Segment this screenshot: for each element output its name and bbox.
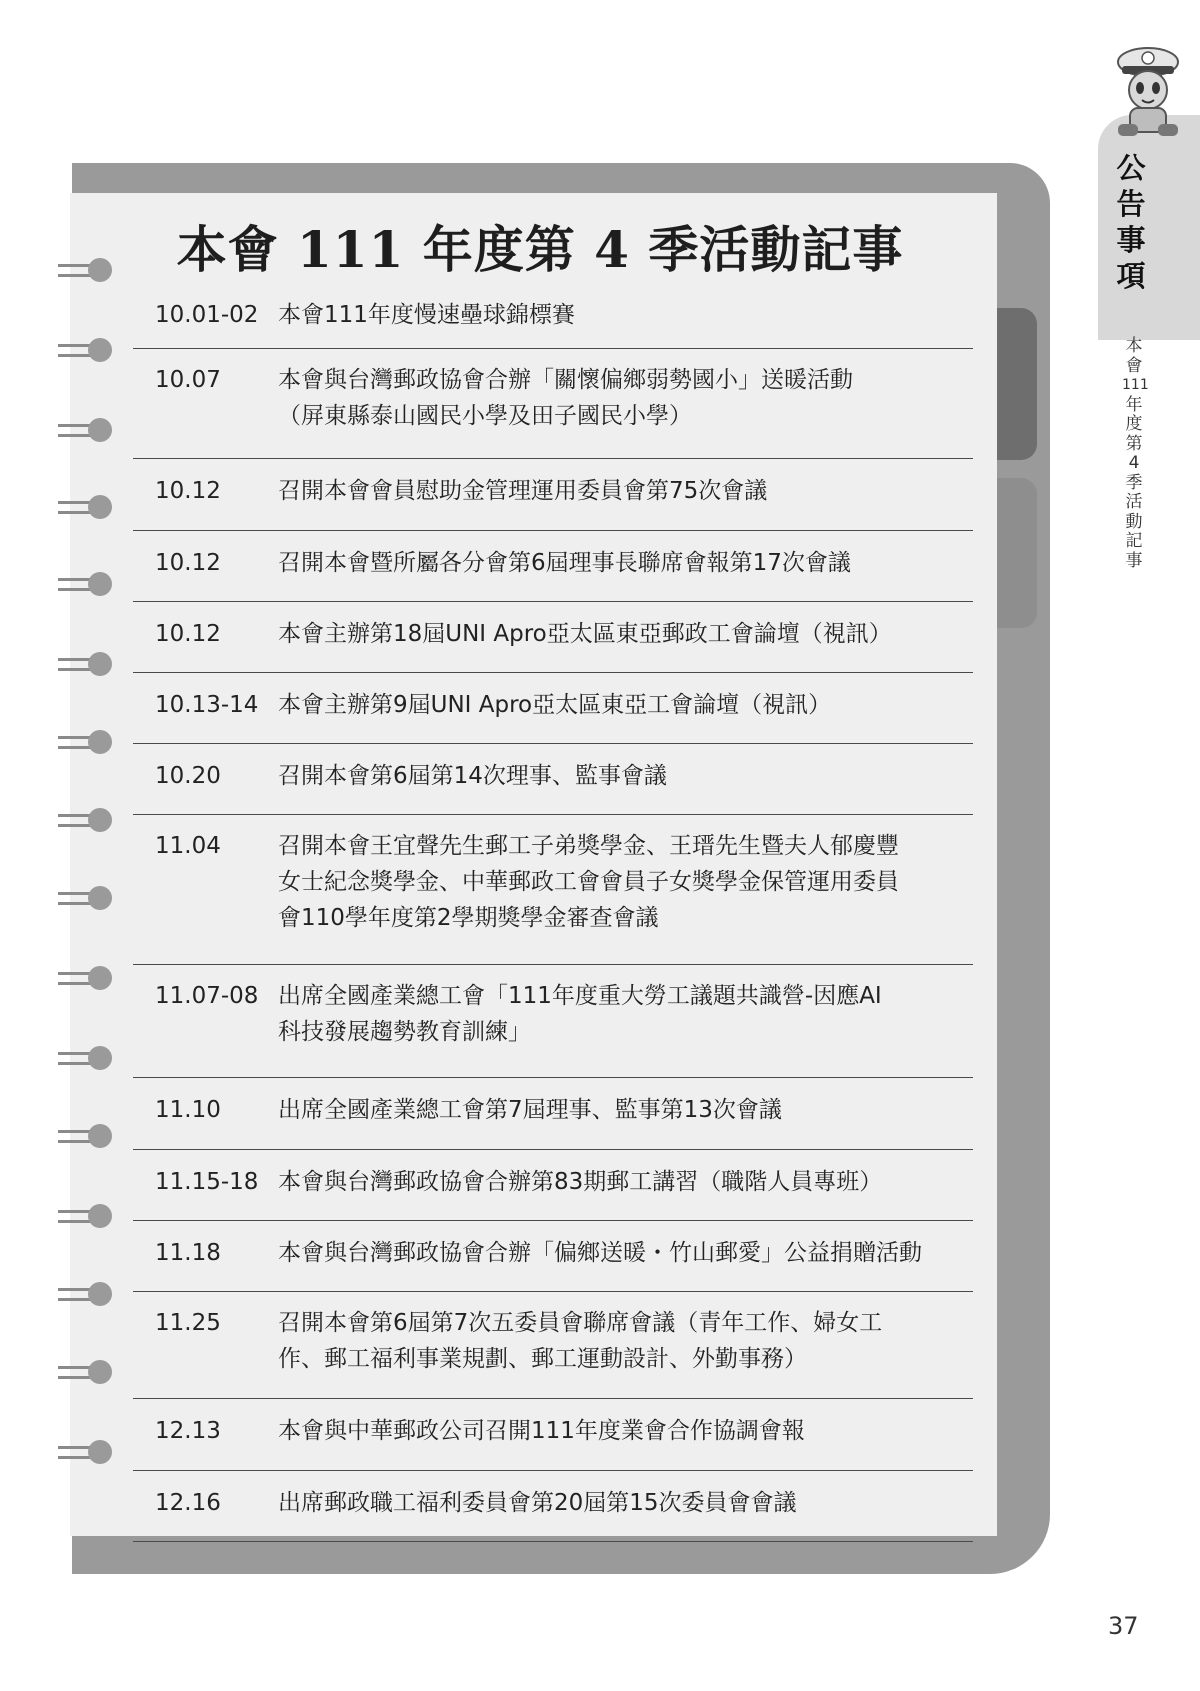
event-description-line: 出席全國產業總工會「111年度重大勞工議題共識營-因應AI bbox=[278, 983, 882, 1009]
event-row bbox=[133, 1078, 973, 1150]
spiral-ring bbox=[58, 338, 112, 364]
event-date: 11.07-08 bbox=[155, 983, 259, 1009]
event-row bbox=[133, 349, 973, 459]
section-subtitle-vertical: 本 會 111 年 度 第 4 季 活 動 記 事 bbox=[1122, 336, 1149, 571]
event-row bbox=[133, 673, 973, 744]
event-date: 10.12 bbox=[155, 550, 221, 576]
event-date: 11.04 bbox=[155, 833, 221, 859]
event-date: 10.12 bbox=[155, 478, 221, 504]
event-date: 10.01-02 bbox=[155, 302, 259, 328]
spiral-ring bbox=[58, 418, 112, 444]
spiral-ring bbox=[58, 1204, 112, 1230]
event-row bbox=[133, 531, 973, 602]
event-date: 11.25 bbox=[155, 1310, 221, 1336]
event-date: 10.07 bbox=[155, 367, 221, 393]
event-description-line: （屏東縣泰山國民小學及田子國民小學） bbox=[278, 403, 692, 429]
spiral-ring bbox=[58, 1360, 112, 1386]
event-row bbox=[133, 1399, 973, 1471]
spiral-ring bbox=[58, 1282, 112, 1308]
event-row bbox=[133, 1150, 973, 1221]
event-description-line: 召開本會會員慰助金管理運用委員會第75次會議 bbox=[278, 478, 768, 504]
spiral-ring bbox=[58, 1046, 112, 1072]
page-number: 37 bbox=[1108, 1612, 1139, 1640]
event-date: 12.16 bbox=[155, 1490, 221, 1516]
event-description-line: 召開本會王宜聲先生郵工子弟獎學金、王瑨先生暨夫人郁慶豐 bbox=[278, 833, 899, 859]
event-date: 10.13-14 bbox=[155, 692, 259, 718]
event-date: 11.18 bbox=[155, 1240, 221, 1266]
spiral-ring bbox=[58, 652, 112, 678]
event-description-line: 本會與台灣郵政協會合辦「關懷偏鄉弱勢國小」送暖活動 bbox=[278, 367, 853, 393]
event-description-line: 會110學年度第2學期獎學金審查會議 bbox=[278, 905, 659, 931]
spiral-ring bbox=[58, 730, 112, 756]
event-description-line: 女士紀念獎學金、中華郵政工會會員子女獎學金保管運用委員 bbox=[278, 869, 899, 895]
event-description-line: 本會與台灣郵政協會合辦「偏鄉送暖・竹山郵愛」公益捐贈活動 bbox=[278, 1240, 922, 1266]
event-row bbox=[133, 815, 973, 965]
mascot-icon bbox=[1100, 40, 1190, 140]
event-description-line: 出席郵政職工福利委員會第20屆第15次委員會會議 bbox=[278, 1490, 797, 1516]
event-description-line: 召開本會暨所屬各分會第6屆理事長聯席會報第17次會議 bbox=[278, 550, 851, 576]
event-description-line: 科技發展趨勢教育訓練」 bbox=[278, 1019, 531, 1045]
page-title: 本會 111 年度第 4 季活動記事 bbox=[176, 220, 904, 279]
event-description-line: 本會主辦第9屆UNI Apro亞太區東亞工會論壇（視訊） bbox=[278, 692, 832, 718]
spiral-ring bbox=[58, 495, 112, 521]
event-description-line: 召開本會第6屆第7次五委員會聯席會議（青年工作、婦女工 bbox=[278, 1310, 883, 1336]
event-date: 11.15-18 bbox=[155, 1169, 259, 1195]
event-row bbox=[133, 1292, 973, 1399]
event-row bbox=[133, 1471, 973, 1542]
spiral-ring bbox=[58, 886, 112, 912]
event-date: 10.20 bbox=[155, 763, 221, 789]
event-description-line: 出席全國產業總工會第7屆理事、監事第13次會議 bbox=[278, 1097, 782, 1123]
event-description-line: 本會主辦第18屆UNI Apro亞太區東亞郵政工會論壇（視訊） bbox=[278, 621, 892, 647]
spiral-ring bbox=[58, 1440, 112, 1466]
event-description-line: 本會111年度慢速壘球錦標賽 bbox=[278, 302, 575, 328]
section-sidebar bbox=[1098, 115, 1200, 340]
event-list bbox=[133, 283, 973, 1542]
event-date: 12.13 bbox=[155, 1418, 221, 1444]
event-description-line: 本會與中華郵政公司召開111年度業會合作協調會報 bbox=[278, 1418, 805, 1444]
event-description-line: 召開本會第6屆第14次理事、監事會議 bbox=[278, 763, 667, 789]
spiral-ring bbox=[58, 572, 112, 598]
section-title-vertical: 公 告 事 項 bbox=[1116, 151, 1146, 293]
spiral-ring bbox=[58, 966, 112, 992]
event-description-line: 本會與台灣郵政協會合辦第83期郵工講習（職階人員專班） bbox=[278, 1169, 883, 1195]
event-row bbox=[133, 744, 973, 815]
event-row bbox=[133, 965, 973, 1078]
event-row bbox=[133, 602, 973, 673]
event-date: 11.10 bbox=[155, 1097, 221, 1123]
spiral-ring bbox=[58, 808, 112, 834]
event-description-line: 作、郵工福利事業規劃、郵工運動設計、外勤事務） bbox=[278, 1346, 807, 1372]
spiral-ring bbox=[58, 1124, 112, 1150]
event-row bbox=[133, 283, 973, 349]
event-row bbox=[133, 1221, 973, 1292]
event-row bbox=[133, 459, 973, 531]
event-date: 10.12 bbox=[155, 621, 221, 647]
